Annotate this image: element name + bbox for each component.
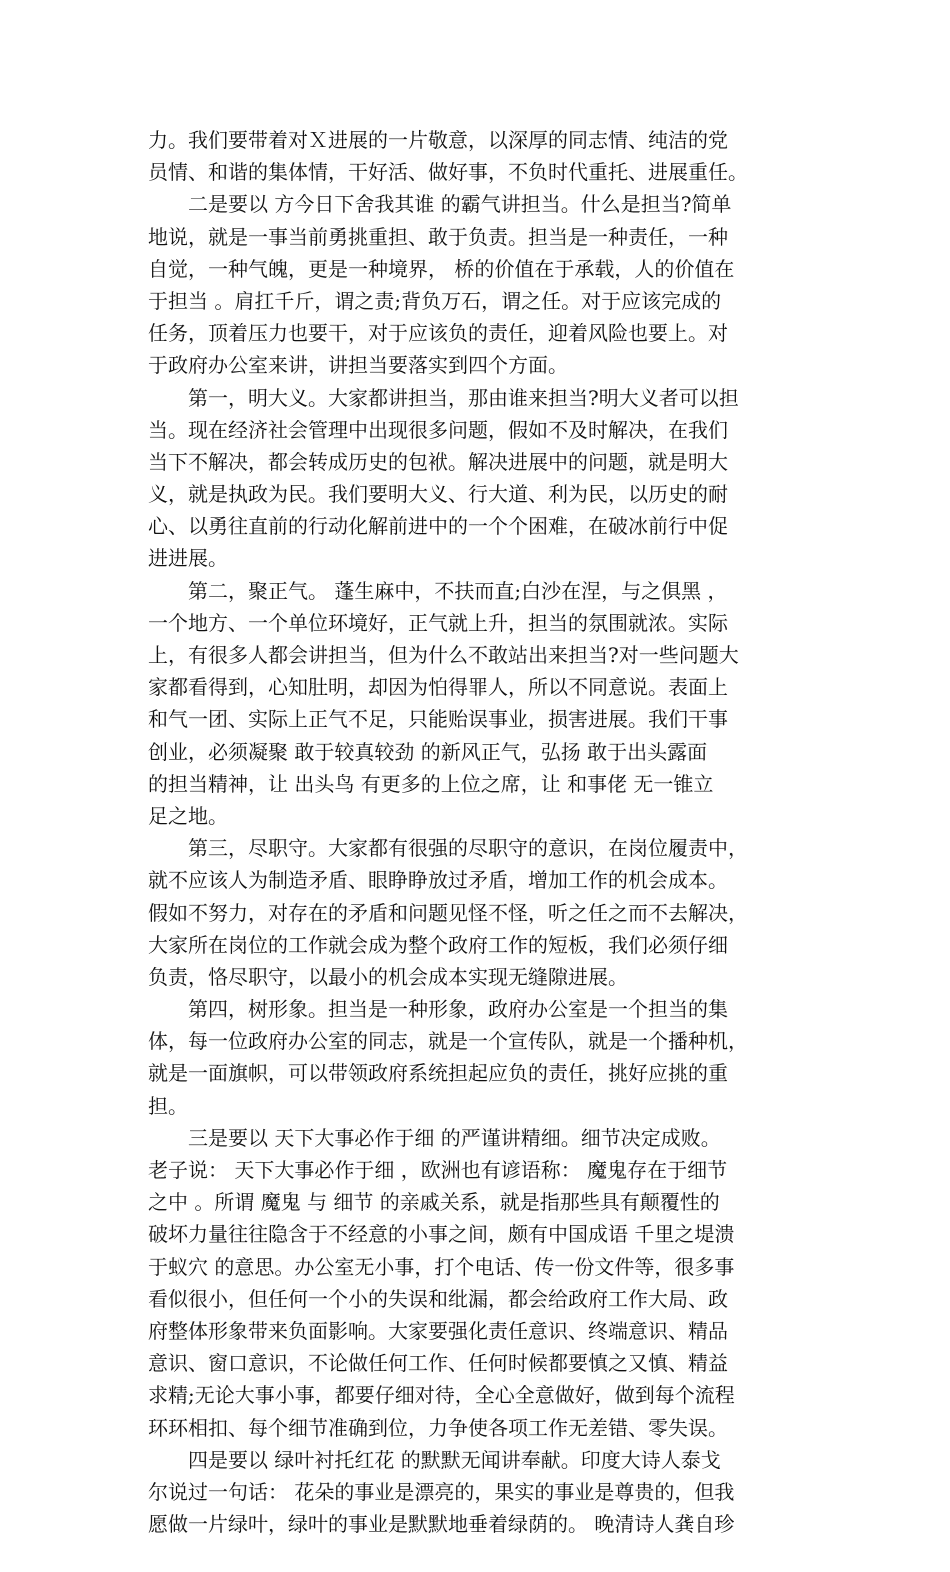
- text-line: 于担当 。肩扛千斤，谓之责;背负万石，谓之任。对于应该完成的: [148, 288, 722, 313]
- text-line: 上，有很多人都会讲担当，但为什么不敢站出来担当?对一些问题大: [148, 643, 739, 667]
- text-line: 自觉，一种气魄，更是一种境界， 桥的价值在于承载，人的价值在: [148, 256, 735, 281]
- text-line: 当。现在经济社会管理中出现很多问题，假如不及时解决，在我们: [148, 417, 728, 442]
- text-line: 求精;无论大事小事，都要仔细对待，全心全意做好，做到每个流程: [148, 1383, 735, 1408]
- text-line: 员情、和谐的集体情，干好活、做好事，不负时代重托、进展重任。: [148, 160, 748, 185]
- text-line: 二是要以 方今日下舍我其谁 的霸气讲担当。什么是担当?简单: [148, 192, 732, 217]
- text-line: 破坏力量往往隐含于不经意的小事之间，颇有中国成语 千里之堤溃: [148, 1222, 735, 1247]
- text-line: 当下不解决，都会转成历史的包袱。解决进展中的问题，就是明大: [148, 449, 728, 474]
- text-line: 第三，尽职守。大家都有很强的尽职守的意识，在岗位履责中，: [148, 836, 748, 861]
- text-line: 看似很小，但任何一个小的失误和纰漏，都会给政府工作大局、政: [148, 1286, 728, 1311]
- text-line: 环环相扣、每个细节准确到位，力争使各项工作无差错、零失误。: [148, 1415, 728, 1440]
- text-line: 就是一面旗帜，可以带领政府系统担起应负的责任，挑好应挑的重: [148, 1061, 728, 1086]
- text-line: 老子说： 天下大事必作于细 ，欧洲也有谚语称： 魔鬼存在于细节: [148, 1158, 728, 1182]
- text-line: 进进展。: [148, 546, 228, 571]
- text-line: 足之地。: [148, 803, 228, 828]
- text-line: 负责，恪尽职守，以最小的机会成本实现无缝隙进展。: [148, 964, 628, 989]
- text-line: 意识、窗口意识，不论做任何工作、任何时候都要慎之又慎、精益: [148, 1351, 728, 1376]
- text-line: 于政府办公室来讲，讲担当要落实到四个方面。: [148, 353, 568, 378]
- text-line: 担。: [148, 1093, 188, 1118]
- text-line: 就不应该人为制造矛盾、眼睁睁放过矛盾，增加工作的机会成本。: [148, 868, 728, 893]
- text-line: 家都看得到，心知肚明，却因为怕得罪人，所以不同意说。表面上: [148, 675, 728, 700]
- text-line: 愿做一片绿叶，绿叶的事业是默默地垂着绿荫的。 晚清诗人龚自珍: [148, 1512, 735, 1537]
- text-line: [148, 1540, 808, 1572]
- text-line: 府整体形象带来负面影响。大家要强化责任意识、终端意识、精品: [148, 1318, 728, 1343]
- text-line: 地说，就是一事当前勇挑重担、敢于负责。担当是一种责任，一种: [148, 224, 728, 249]
- text-line: 尔说过一句话： 花朵的事业是漂亮的，果实的事业是尊贵的，但我: [148, 1479, 735, 1504]
- text-line: 一个地方、一个单位环境好，正气就上升，担当的氛围就浓。实际: [148, 610, 728, 635]
- text-line: 义，就是执政为民。我们要明大义、行大道、利为民，以历史的耐: [148, 482, 728, 507]
- text-line: 之中 。所谓 魔鬼 与 细节 的亲戚关系，就是指那些具有颠覆性的: [148, 1190, 720, 1215]
- text-line: 大家所在岗位的工作就会成为整个政府工作的短板，我们必须仔细: [148, 932, 728, 957]
- text-line: 于蚁穴 的意思。办公室无小事，打个电话、传一份文件等，很多事: [148, 1254, 735, 1279]
- text-line: 任务，顶着压力也要干，对于应该负的责任，迎着风险也要上。对: [148, 321, 728, 346]
- text-line: 心、以勇往直前的行动化解前进中的一个个困难，在破冰前行中促: [148, 514, 728, 539]
- text-line: 力。我们要带着对Ｘ进展的一片敬意，以深厚的同志情、纯洁的党: [148, 128, 728, 152]
- text-line: 假如不努力，对存在的矛盾和问题见怪不怪，听之任之而不去解决，: [148, 900, 748, 925]
- text-line: 第四，树形象。担当是一种形象，政府办公室是一个担当的集: [148, 997, 728, 1022]
- document-body: [148, 124, 808, 1572]
- text-line: 的担当精神，让 出头鸟 有更多的上位之席，让 和事佬 无一锥立: [148, 771, 714, 796]
- text-line: 和气一团、实际上正气不足，只能贻误事业，损害进展。我们干事: [148, 707, 728, 732]
- text-line: 第二，聚正气。 蓬生麻中，不扶而直;白沙在涅，与之俱黑 ，: [148, 578, 728, 603]
- text-line: 第一，明大义。大家都讲担当，那由谁来担当?明大义者可以担: [148, 385, 739, 410]
- text-line: 三是要以 天下大事必作于细 的严谨讲精细。细节决定成败。: [148, 1125, 721, 1150]
- text-line: 体，每一位政府办公室的同志，就是一个宣传队，就是一个播种机，: [148, 1029, 748, 1054]
- text-line: 创业，必须凝聚 敢于较真较劲 的新风正气，弘扬 敢于出头露面: [148, 739, 708, 764]
- text-line: 四是要以 绿叶衬托红花 的默默无闻讲奉献。印度大诗人泰戈: [148, 1447, 721, 1472]
